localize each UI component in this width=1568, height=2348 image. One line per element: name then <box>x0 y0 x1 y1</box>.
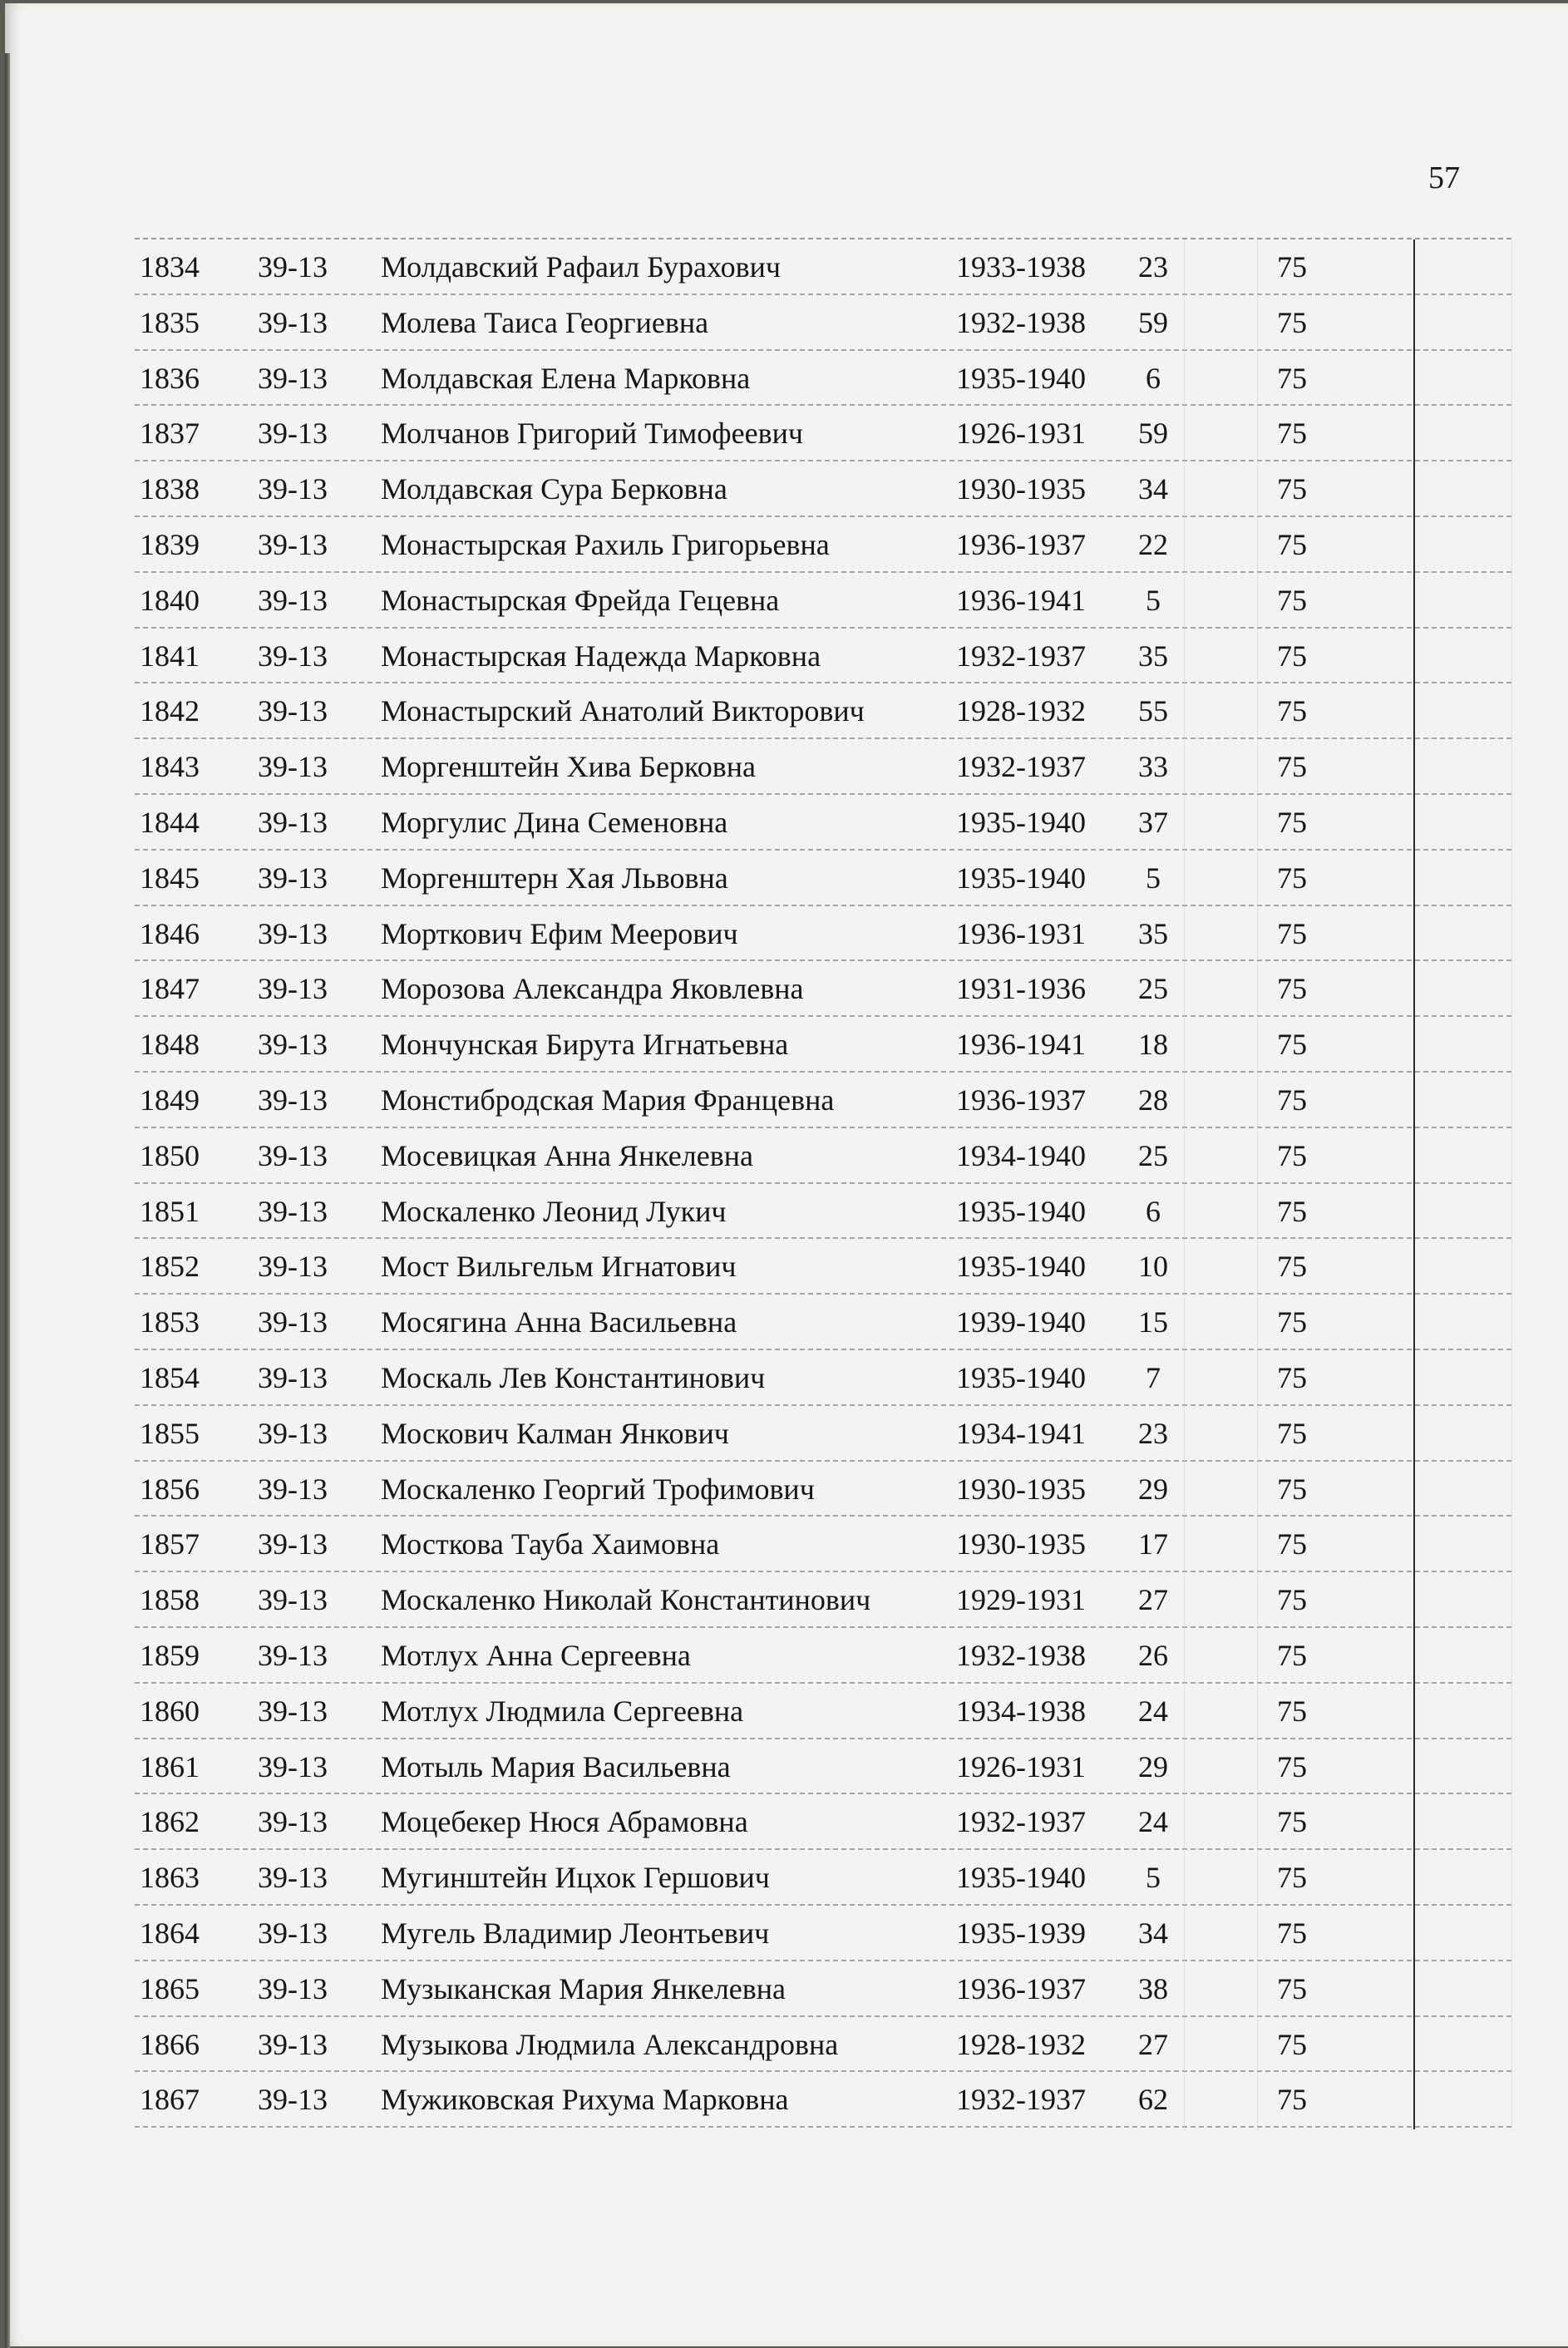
record-number: 1857 <box>140 1527 200 1561</box>
years-range: 1930-1935 <box>956 1527 1086 1561</box>
person-name: Мосткова Тауба Хаимовна <box>381 1527 720 1561</box>
fund-number: 75 <box>1277 805 1307 839</box>
record-number: 1848 <box>140 1028 200 1062</box>
fund-number: 75 <box>1277 750 1307 784</box>
sheet-count: 38 <box>1138 1971 1168 2005</box>
years-range: 1928-1932 <box>956 694 1086 728</box>
table-row <box>135 683 1511 739</box>
table-row <box>135 1128 1511 1184</box>
column-divider <box>1257 239 1258 2129</box>
fund-code: 39-13 <box>258 1305 328 1339</box>
table-row <box>135 851 1511 906</box>
sheet-count: 33 <box>1138 750 1168 784</box>
sheet-count: 25 <box>1138 1138 1168 1172</box>
years-range: 1926-1931 <box>956 1749 1086 1783</box>
fund-code: 39-13 <box>258 1472 328 1506</box>
table-row <box>135 1073 1511 1128</box>
person-name: Москаленко Николай Константинович <box>381 1583 871 1617</box>
fund-code: 39-13 <box>258 305 328 339</box>
record-number: 1865 <box>140 1971 200 2005</box>
table-row <box>135 1017 1511 1073</box>
fund-code: 39-13 <box>258 1861 328 1895</box>
fund-number: 75 <box>1277 2027 1307 2061</box>
sheet-count: 35 <box>1138 916 1168 950</box>
sheet-count: 23 <box>1138 250 1168 284</box>
fund-code: 39-13 <box>258 1805 328 1839</box>
table-row <box>135 1572 1511 1628</box>
record-number: 1852 <box>140 1250 200 1284</box>
person-name: Музыкова Людмила Александровна <box>381 2027 839 2061</box>
person-name: Мугель Владимир Леонтьевич <box>381 1916 770 1950</box>
record-number: 1858 <box>140 1583 200 1617</box>
years-range: 1928-1932 <box>956 2027 1086 2061</box>
sheet-count: 55 <box>1138 694 1168 728</box>
person-name: Монастырская Рахиль Григорьевна <box>381 527 830 561</box>
page-number: 57 <box>1428 160 1460 195</box>
years-range: 1929-1931 <box>956 1583 1086 1617</box>
years-range: 1934-1940 <box>956 1138 1086 1172</box>
years-range: 1936-1941 <box>956 1028 1086 1062</box>
record-number: 1841 <box>140 639 200 673</box>
record-number: 1859 <box>140 1638 200 1672</box>
table-row <box>135 239 1511 295</box>
table-row <box>135 1961 1511 2017</box>
sheet-count: 22 <box>1138 527 1168 561</box>
fund-number: 75 <box>1277 1861 1307 1895</box>
sheet-count: 35 <box>1138 639 1168 673</box>
table-row <box>135 906 1511 962</box>
fund-number: 75 <box>1277 527 1307 561</box>
years-range: 1935-1940 <box>956 1194 1086 1228</box>
fund-number: 75 <box>1277 1749 1307 1783</box>
years-range: 1936-1931 <box>956 916 1086 950</box>
person-name: Монастырская Надежда Марковна <box>381 639 821 673</box>
table-row <box>135 1295 1511 1350</box>
binding-gutter <box>5 53 10 2348</box>
fund-code: 39-13 <box>258 1916 328 1950</box>
record-number: 1839 <box>140 527 200 561</box>
record-number: 1862 <box>140 1805 200 1839</box>
fund-number: 75 <box>1277 361 1307 395</box>
fund-code: 39-13 <box>258 361 328 395</box>
years-range: 1931-1936 <box>956 972 1086 1006</box>
fund-number: 75 <box>1277 417 1307 451</box>
table-row <box>135 1794 1511 1850</box>
years-range: 1935-1940 <box>956 805 1086 839</box>
column-divider <box>1511 239 1512 2129</box>
fund-code: 39-13 <box>258 694 328 728</box>
years-range: 1932-1937 <box>956 750 1086 784</box>
fund-number: 75 <box>1277 1527 1307 1561</box>
sheet-count: 17 <box>1138 1527 1168 1561</box>
person-name: Морткович Ефим Меерович <box>381 916 738 950</box>
fund-number: 75 <box>1277 1416 1307 1450</box>
record-number: 1849 <box>140 1083 200 1117</box>
fund-code: 39-13 <box>258 639 328 673</box>
sheet-count: 15 <box>1138 1305 1168 1339</box>
sheet-count: 18 <box>1138 1028 1168 1062</box>
fund-code: 39-13 <box>258 2083 328 2117</box>
sheet-count: 5 <box>1146 1861 1161 1895</box>
record-number: 1867 <box>140 2083 200 2117</box>
fund-code: 39-13 <box>258 972 328 1006</box>
column-divider <box>1413 239 1415 2129</box>
fund-number: 75 <box>1277 472 1307 506</box>
record-number: 1863 <box>140 1861 200 1895</box>
table-row <box>135 1517 1511 1572</box>
column-divider <box>1184 239 1185 2129</box>
sheet-count: 6 <box>1146 361 1161 395</box>
years-range: 1935-1940 <box>956 361 1086 395</box>
record-number: 1837 <box>140 417 200 451</box>
years-range: 1930-1935 <box>956 1472 1086 1506</box>
fund-number: 75 <box>1277 250 1307 284</box>
record-number: 1838 <box>140 472 200 506</box>
person-name: Мотыль Мария Васильевна <box>381 1749 731 1783</box>
sheet-count: 25 <box>1138 972 1168 1006</box>
sheet-count: 29 <box>1138 1472 1168 1506</box>
record-number: 1866 <box>140 2027 200 2061</box>
table-row <box>135 629 1511 684</box>
years-range: 1926-1931 <box>956 417 1086 451</box>
person-name: Монастырская Фрейда Гецевна <box>381 583 780 617</box>
table-row <box>135 1184 1511 1240</box>
person-name: Молдавская Сура Берковна <box>381 472 727 506</box>
person-name: Моргенштейн Хива Берковна <box>381 750 756 784</box>
record-number: 1844 <box>140 805 200 839</box>
fund-number: 75 <box>1277 1638 1307 1672</box>
years-range: 1935-1940 <box>956 861 1086 895</box>
table-row <box>135 1462 1511 1517</box>
record-number: 1845 <box>140 861 200 895</box>
record-number: 1836 <box>140 361 200 395</box>
person-name: Музыканская Мария Янкелевна <box>381 1971 786 2005</box>
table-body <box>135 239 1511 2128</box>
person-name: Молдавский Рафаил Бурахович <box>381 250 781 284</box>
record-number: 1850 <box>140 1138 200 1172</box>
table-row <box>135 1239 1511 1295</box>
person-name: Мост Вильгельм Игнатович <box>381 1250 737 1284</box>
record-number: 1846 <box>140 916 200 950</box>
fund-number: 75 <box>1277 861 1307 895</box>
fund-number: 75 <box>1277 972 1307 1006</box>
fund-code: 39-13 <box>258 1360 328 1394</box>
fund-number: 75 <box>1277 583 1307 617</box>
record-number: 1861 <box>140 1749 200 1783</box>
person-name: Мотлух Людмила Сергеевна <box>381 1694 744 1728</box>
record-number: 1854 <box>140 1360 200 1394</box>
table-row <box>135 961 1511 1017</box>
fund-number: 75 <box>1277 1360 1307 1394</box>
fund-code: 39-13 <box>258 805 328 839</box>
records-table <box>135 238 1511 2128</box>
person-name: Мосевицкая Анна Янкелевна <box>381 1138 753 1172</box>
years-range: 1932-1938 <box>956 1638 1086 1672</box>
fund-number: 75 <box>1277 2083 1307 2117</box>
fund-code: 39-13 <box>258 1138 328 1172</box>
table-row <box>135 795 1511 851</box>
fund-code: 39-13 <box>258 1028 328 1062</box>
sheet-count: 6 <box>1146 1194 1161 1228</box>
fund-code: 39-13 <box>258 1583 328 1617</box>
fund-code: 39-13 <box>258 527 328 561</box>
table-row <box>135 1350 1511 1406</box>
table-row <box>135 1628 1511 1684</box>
sheet-count: 29 <box>1138 1749 1168 1783</box>
fund-number: 75 <box>1277 1916 1307 1950</box>
person-name: Монстибродская Мария Францевна <box>381 1083 835 1117</box>
fund-number: 75 <box>1277 1194 1307 1228</box>
sheet-count: 34 <box>1138 1916 1168 1950</box>
fund-number: 75 <box>1277 1583 1307 1617</box>
sheet-count: 34 <box>1138 472 1168 506</box>
table-row <box>135 739 1511 795</box>
person-name: Мугинштейн Ицхок Гершович <box>381 1861 770 1895</box>
fund-number: 75 <box>1277 1694 1307 1728</box>
record-number: 1843 <box>140 750 200 784</box>
sheet-count: 27 <box>1138 2027 1168 2061</box>
fund-number: 75 <box>1277 916 1307 950</box>
person-name: Мончунская Бирута Игнатьевна <box>381 1028 789 1062</box>
sheet-count: 7 <box>1146 1360 1161 1394</box>
fund-code: 39-13 <box>258 750 328 784</box>
table-row <box>135 2017 1511 2073</box>
table-row <box>135 1906 1511 1961</box>
fund-number: 75 <box>1277 1971 1307 2005</box>
fund-code: 39-13 <box>258 861 328 895</box>
table-row <box>135 1684 1511 1739</box>
person-name: Москаленко Георгий Трофимович <box>381 1472 815 1506</box>
table-row <box>135 1406 1511 1462</box>
fund-code: 39-13 <box>258 1749 328 1783</box>
table-row <box>135 351 1511 407</box>
record-number: 1847 <box>140 972 200 1006</box>
person-name: Морозова Александра Яковлевна <box>381 972 804 1006</box>
sheet-count: 24 <box>1138 1805 1168 1839</box>
sheet-count: 5 <box>1146 861 1161 895</box>
person-name: Мосягина Анна Васильевна <box>381 1305 737 1339</box>
fund-number: 75 <box>1277 1138 1307 1172</box>
fund-code: 39-13 <box>258 1416 328 1450</box>
years-range: 1930-1935 <box>956 472 1086 506</box>
table-row <box>135 406 1511 461</box>
fund-code: 39-13 <box>258 1083 328 1117</box>
table-row <box>135 295 1511 351</box>
fund-code: 39-13 <box>258 1638 328 1672</box>
person-name: Мужиковская Рихума Марковна <box>381 2083 789 2117</box>
years-range: 1932-1937 <box>956 2083 1086 2117</box>
record-number: 1842 <box>140 694 200 728</box>
person-name: Москаль Лев Константинович <box>381 1360 766 1394</box>
years-range: 1933-1938 <box>956 250 1086 284</box>
fund-number: 75 <box>1277 639 1307 673</box>
fund-number: 75 <box>1277 1028 1307 1062</box>
sheet-count: 37 <box>1138 805 1168 839</box>
fund-code: 39-13 <box>258 1194 328 1228</box>
sheet-count: 28 <box>1138 1083 1168 1117</box>
years-range: 1935-1940 <box>956 1250 1086 1284</box>
record-number: 1835 <box>140 305 200 339</box>
years-range: 1936-1941 <box>956 583 1086 617</box>
years-range: 1936-1937 <box>956 1971 1086 2005</box>
record-number: 1860 <box>140 1694 200 1728</box>
table-row <box>135 1850 1511 1906</box>
years-range: 1932-1937 <box>956 639 1086 673</box>
person-name: Моцебекер Нюся Абрамовна <box>381 1805 748 1839</box>
record-number: 1853 <box>140 1305 200 1339</box>
person-name: Монастырский Анатолий Викторович <box>381 694 865 728</box>
fund-code: 39-13 <box>258 250 328 284</box>
years-range: 1936-1937 <box>956 1083 1086 1117</box>
fund-code: 39-13 <box>258 583 328 617</box>
fund-number: 75 <box>1277 1472 1307 1506</box>
sheet-count: 59 <box>1138 305 1168 339</box>
table-row <box>135 1739 1511 1795</box>
record-number: 1834 <box>140 250 200 284</box>
fund-code: 39-13 <box>258 1527 328 1561</box>
fund-number: 75 <box>1277 1305 1307 1339</box>
person-name: Молева Таиса Георгиевна <box>381 305 709 339</box>
sheet-count: 5 <box>1146 583 1161 617</box>
table-row <box>135 517 1511 573</box>
years-range: 1932-1937 <box>956 1805 1086 1839</box>
record-number: 1851 <box>140 1194 200 1228</box>
record-number: 1840 <box>140 583 200 617</box>
person-name: Москович Калман Янкович <box>381 1416 729 1450</box>
fund-number: 75 <box>1277 305 1307 339</box>
years-range: 1934-1941 <box>956 1416 1086 1450</box>
table-row <box>135 461 1511 517</box>
fund-code: 39-13 <box>258 916 328 950</box>
person-name: Москаленко Леонид Лукич <box>381 1194 727 1228</box>
fund-code: 39-13 <box>258 1250 328 1284</box>
table-row <box>135 573 1511 629</box>
fund-code: 39-13 <box>258 417 328 451</box>
person-name: Молчанов Григорий Тимофеевич <box>381 417 803 451</box>
record-number: 1864 <box>140 1916 200 1950</box>
years-range: 1935-1939 <box>956 1916 1086 1950</box>
record-number: 1856 <box>140 1472 200 1506</box>
sheet-count: 23 <box>1138 1416 1168 1450</box>
years-range: 1932-1938 <box>956 305 1086 339</box>
fund-number: 75 <box>1277 1250 1307 1284</box>
fund-number: 75 <box>1277 1083 1307 1117</box>
sheet-count: 10 <box>1138 1250 1168 1284</box>
years-range: 1935-1940 <box>956 1861 1086 1895</box>
sheet-count: 24 <box>1138 1694 1168 1728</box>
sheet-count: 62 <box>1138 2083 1168 2117</box>
years-range: 1935-1940 <box>956 1360 1086 1394</box>
person-name: Мотлух Анна Сергеевна <box>381 1638 691 1672</box>
years-range: 1936-1937 <box>956 527 1086 561</box>
fund-code: 39-13 <box>258 1971 328 2005</box>
fund-code: 39-13 <box>258 2027 328 2061</box>
record-number: 1855 <box>140 1416 200 1450</box>
fund-number: 75 <box>1277 1805 1307 1839</box>
years-range: 1934-1938 <box>956 1694 1086 1728</box>
table-row <box>135 2072 1511 2128</box>
person-name: Молдавская Елена Марковна <box>381 361 751 395</box>
sheet-count: 27 <box>1138 1583 1168 1617</box>
fund-code: 39-13 <box>258 472 328 506</box>
person-name: Моргулис Дина Семеновна <box>381 805 728 839</box>
person-name: Моргенштерн Хая Львовна <box>381 861 728 895</box>
fund-code: 39-13 <box>258 1694 328 1728</box>
sheet-count: 26 <box>1138 1638 1168 1672</box>
document-page <box>5 3 1568 2346</box>
years-range: 1939-1940 <box>956 1305 1086 1339</box>
fund-number: 75 <box>1277 694 1307 728</box>
sheet-count: 59 <box>1138 417 1168 451</box>
